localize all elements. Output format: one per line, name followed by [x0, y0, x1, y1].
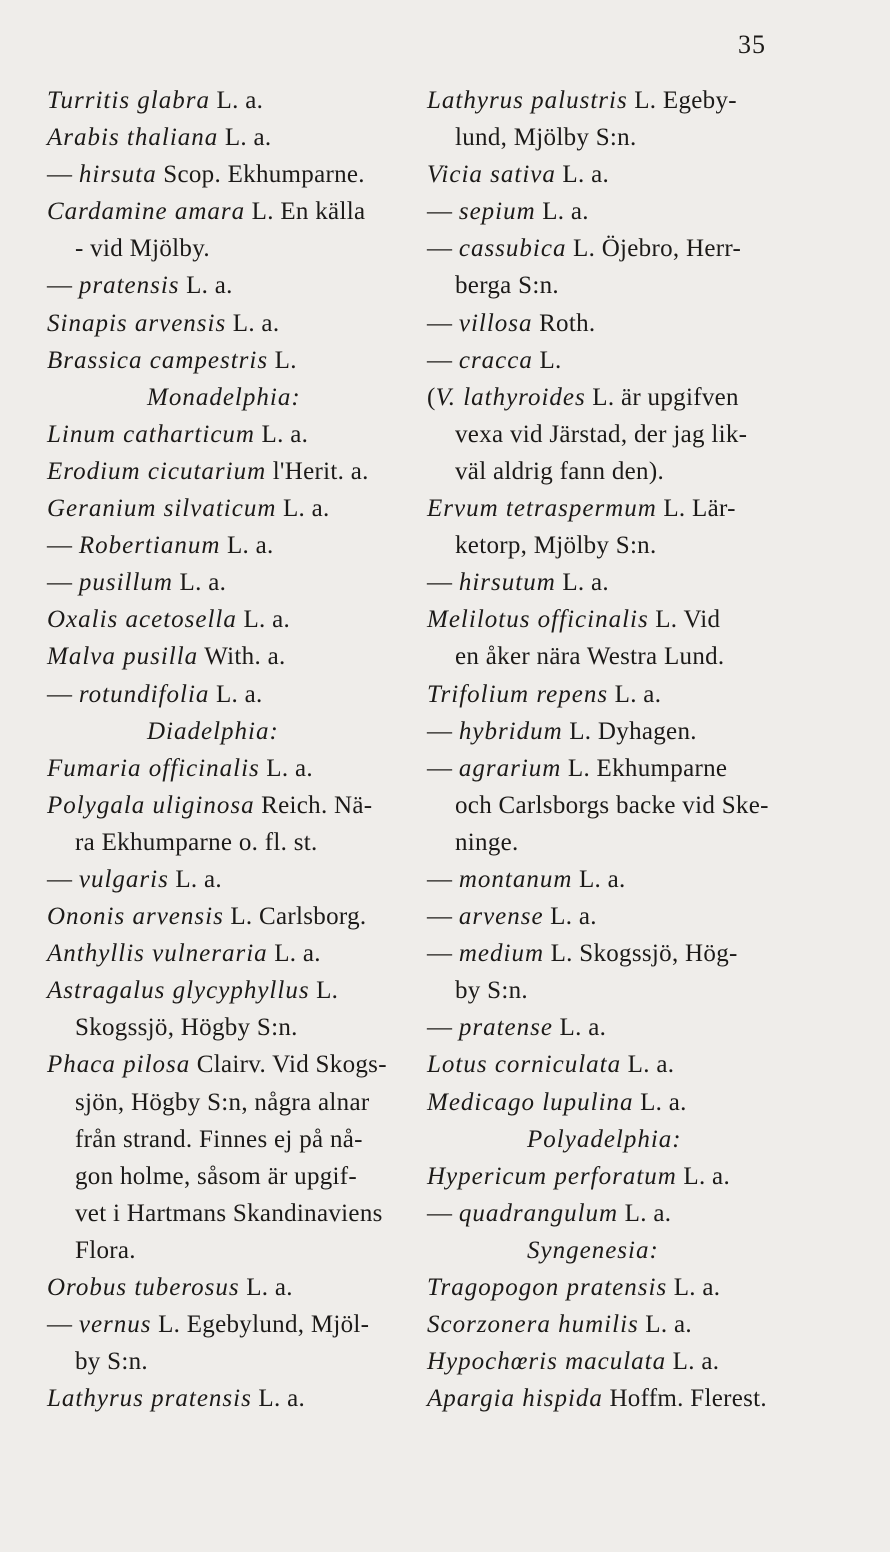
text-run: L. Egebylund, Mjöl- [151, 1311, 370, 1339]
text-line [47, 898, 417, 935]
text-line [47, 750, 417, 787]
species-name: pratensis [78, 272, 180, 300]
text-line [427, 1269, 817, 1306]
species-name: Fumaria officinalis [47, 754, 260, 782]
text-run: ninge. [455, 828, 519, 856]
species-name: cracca [458, 346, 533, 374]
text-run: — [427, 940, 459, 968]
text-run: ( [427, 383, 436, 411]
text-run: Hoffm. Flerest. [602, 1385, 767, 1413]
text-line [427, 564, 817, 601]
species-name: Robertianum [78, 532, 221, 560]
text-line [47, 416, 417, 453]
text-run: L. Ekhumparne [561, 754, 728, 782]
text-line [47, 1306, 417, 1343]
text-line [427, 935, 817, 972]
text-line [47, 638, 417, 675]
species-name: Tragopogon pratensis [427, 1274, 668, 1301]
text-run: — [47, 161, 79, 189]
text-line [427, 305, 817, 342]
text-run: L. Carlsborg. [223, 903, 367, 931]
text-run: vexa vid Järstad, der jag lik- [455, 420, 748, 448]
text-line [427, 1306, 817, 1343]
species-name: V. lathyroides [435, 383, 586, 411]
text-run: L. a. [209, 680, 263, 708]
text-run: L. Vid [648, 606, 721, 634]
text-line [47, 342, 417, 379]
text-line [427, 787, 817, 824]
text-line [47, 1084, 417, 1121]
text-line [427, 1195, 817, 1232]
text-run: L. a. [676, 1162, 730, 1190]
text-run: — [47, 569, 79, 597]
text-run: - vid Mjölby. [75, 235, 210, 263]
species-name: Hypericum perforatum [427, 1162, 677, 1190]
text-line [47, 119, 417, 156]
species-name: Ervum tetraspermum [427, 495, 657, 523]
species-name: Medicago lupulina [427, 1088, 634, 1116]
text-line [47, 1046, 417, 1083]
right-column [427, 82, 817, 1417]
text-line [427, 1232, 817, 1269]
species-name: Orobus tuberosus [47, 1274, 240, 1301]
text-run: Clairv. Vid Skogs- [190, 1051, 387, 1079]
text-run: L. a. [179, 272, 233, 300]
text-run: L. a. [555, 161, 610, 189]
text-run: L. [268, 346, 297, 374]
text-run: L. a. [621, 1051, 675, 1079]
species-name: Scorzonera humilis [427, 1311, 639, 1339]
text-run: berga S:n. [455, 272, 559, 300]
page-number: 35 [738, 30, 766, 59]
text-run: L. a. [168, 865, 222, 893]
text-line [427, 1009, 817, 1046]
text-line [47, 1380, 417, 1417]
text-run: — [427, 717, 459, 745]
text-line [47, 193, 417, 230]
text-run: L. är upgifven [585, 383, 739, 411]
text-line [427, 416, 817, 453]
text-run: L. Lär- [656, 495, 736, 523]
text-run: L. Egeby- [627, 87, 737, 114]
text-run: L. [532, 346, 562, 374]
text-run: Roth. [532, 309, 596, 337]
text-run: — [427, 198, 459, 226]
species-name: Vicia sativa [427, 161, 556, 189]
species-name: Diadelphia: [147, 717, 279, 745]
species-name: Brassica campestris [47, 346, 269, 374]
text-run: L. a. [618, 1199, 672, 1227]
species-name: Polyadelphia: [527, 1125, 682, 1153]
text-run: L. a. [218, 124, 272, 152]
text-line [47, 1343, 417, 1380]
text-line [427, 713, 817, 750]
text-run: Reich. Nä- [254, 791, 373, 819]
text-run: L. a. [172, 569, 227, 597]
text-line [427, 1121, 817, 1158]
text-line [427, 119, 817, 156]
text-run: från strand. Finnes ej på nå- [75, 1125, 363, 1153]
species-name: Syngenesia: [527, 1236, 659, 1264]
text-line [47, 601, 417, 638]
text-line [427, 379, 817, 416]
text-run: L. a. [267, 940, 321, 968]
text-run: L. Öjebro, Herr- [566, 235, 742, 263]
text-run: by S:n. [75, 1348, 148, 1376]
text-run: — [427, 903, 459, 931]
species-name: Trifolium repens [427, 680, 609, 708]
text-line [47, 82, 417, 119]
text-line [47, 1121, 417, 1158]
text-line [47, 1269, 417, 1306]
text-run: L. a. [543, 903, 597, 931]
text-line [47, 713, 417, 750]
species-name: cassubica [458, 235, 567, 263]
text-line [47, 453, 417, 490]
species-name: medium [458, 940, 545, 968]
text-line [47, 1195, 417, 1232]
species-name: quadrangulum [458, 1199, 619, 1227]
text-run: — [427, 346, 459, 374]
text-line [427, 824, 817, 861]
species-name: vulgaris [78, 865, 169, 893]
text-line [47, 527, 417, 564]
text-line [427, 453, 817, 490]
text-line [427, 898, 817, 935]
text-run: — [427, 309, 459, 337]
text-line [47, 861, 417, 898]
text-run: L. a. [220, 532, 274, 560]
text-line [427, 267, 817, 304]
species-name: pusillum [78, 569, 173, 597]
text-run: — [47, 532, 79, 560]
text-run: sjön, Högby S:n, några alnar [75, 1088, 370, 1116]
species-name: sepium [458, 198, 536, 226]
species-name: Geranium silvaticum [47, 495, 277, 523]
text-run: L. a. [251, 1385, 306, 1413]
text-line [427, 1046, 817, 1083]
species-name: Oxalis acetosella [47, 606, 237, 634]
text-run: Flora. [75, 1236, 136, 1264]
text-run: — [47, 272, 79, 300]
text-run: — [427, 754, 459, 782]
text-run: L. a. [254, 420, 309, 448]
species-name: Apargia hispida [427, 1385, 603, 1413]
text-line [427, 972, 817, 1009]
text-line [427, 601, 817, 638]
species-name: montanum [458, 865, 573, 893]
species-name: hirsuta [78, 161, 157, 189]
text-run: L. [309, 977, 339, 1005]
text-run: Scop. Ekhumparne. [156, 161, 365, 189]
species-name: Lathyrus palustris [427, 87, 628, 114]
text-line [47, 1158, 417, 1195]
text-run: vet i Hartmans Skandinaviens [75, 1199, 383, 1227]
species-name: Lathyrus pratensis [47, 1385, 252, 1413]
species-name: pratense [458, 1014, 553, 1042]
text-line [427, 230, 817, 267]
text-run: L. Dyhagen. [562, 717, 697, 745]
text-run: lund, Mjölby S:n. [455, 124, 637, 152]
text-line [47, 490, 417, 527]
species-name: Astragalus glycyphyllus [47, 977, 310, 1005]
text-run: L. a. [535, 198, 589, 226]
species-name: Hypochœris maculata [427, 1348, 667, 1376]
text-line [47, 824, 417, 861]
text-line [427, 1084, 817, 1121]
species-name: Malva pusilla [47, 643, 199, 671]
text-line [427, 82, 817, 119]
text-run: L. a. [236, 606, 291, 634]
text-run: L. a. [572, 865, 626, 893]
text-line [427, 1158, 817, 1195]
text-line [427, 527, 817, 564]
text-run: L. a. [239, 1274, 293, 1301]
species-name: Ononis arvensis [47, 903, 224, 931]
text-run: ra Ekhumparne o. fl. st. [75, 828, 318, 856]
text-line [47, 564, 417, 601]
text-run: Skogssjö, Högby S:n. [75, 1014, 298, 1042]
text-line [47, 1009, 417, 1046]
text-run: — [427, 235, 459, 263]
species-name: Monadelphia: [147, 383, 301, 411]
text-run: — [427, 1199, 459, 1227]
species-name: agrarium [458, 754, 562, 782]
text-run: L. a. [633, 1088, 687, 1116]
text-line [427, 156, 817, 193]
text-line [47, 230, 417, 267]
text-line [47, 267, 417, 304]
text-run: väl aldrig fann den). [455, 457, 664, 485]
text-line [47, 676, 417, 713]
text-run: L. a. [226, 309, 280, 337]
text-run: L. a. [276, 495, 330, 523]
species-name: Sinapis arvensis [47, 309, 227, 337]
text-run: With. a. [198, 643, 286, 671]
text-line [47, 972, 417, 1009]
text-run: — [427, 865, 459, 893]
text-line [47, 379, 417, 416]
species-name: Erodium cicutarium [47, 457, 267, 485]
species-name: Arabis thaliana [47, 124, 219, 152]
text-line [427, 750, 817, 787]
text-run: L. a. [638, 1311, 692, 1339]
text-run: L. a. [666, 1348, 720, 1376]
text-run: — [427, 569, 459, 597]
text-run: — [47, 865, 79, 893]
text-line [427, 1343, 817, 1380]
text-line [47, 156, 417, 193]
left-column [47, 82, 417, 1417]
text-line [427, 638, 817, 675]
text-line [47, 305, 417, 342]
text-line [47, 787, 417, 824]
text-run: L. a. [667, 1274, 721, 1301]
text-line [427, 342, 817, 379]
text-run: L. a. [209, 87, 264, 114]
text-run: — [427, 1014, 459, 1042]
text-run: ketorp, Mjölby S:n. [455, 532, 657, 560]
text-run: L. a. [555, 569, 609, 597]
species-name: rotundifolia [78, 680, 210, 708]
species-name: arvense [458, 903, 544, 931]
text-line [427, 676, 817, 713]
species-name: Melilotus officinalis [427, 606, 649, 634]
text-line [427, 861, 817, 898]
species-name: Polygala uliginosa [47, 791, 255, 819]
text-run: L. a. [608, 680, 662, 708]
species-name: villosa [458, 309, 533, 337]
species-name: Turritis glabra [47, 87, 210, 114]
species-name: hirsutum [458, 569, 556, 597]
species-name: Phaca pilosa [47, 1051, 191, 1079]
text-run: — [47, 680, 79, 708]
species-name: Lotus corniculata [427, 1051, 622, 1079]
text-run: och Carlsborgs backe vid Ske- [455, 791, 769, 819]
text-line [47, 935, 417, 972]
text-run: gon holme, såsom är upgif- [75, 1162, 358, 1190]
species-name: Anthyllis vulneraria [47, 940, 268, 968]
text-run: L. Skogssjö, Hög- [544, 940, 738, 968]
text-line [427, 490, 817, 527]
text-run: L. a. [552, 1014, 607, 1042]
text-run: l'Herit. a. [266, 457, 369, 485]
text-run: — [47, 1311, 79, 1339]
species-name: vernus [78, 1311, 152, 1339]
text-line [427, 193, 817, 230]
species-name: Linum catharticum [47, 420, 255, 448]
text-run: by S:n. [455, 977, 528, 1005]
text-run: en åker nära Westra Lund. [455, 643, 725, 671]
text-run: L. a. [259, 754, 313, 782]
text-line [47, 1232, 417, 1269]
text-line [427, 1380, 817, 1417]
species-name: hybridum [458, 717, 563, 745]
species-name: Cardamine amara [47, 198, 246, 226]
text-run: L. En källa [245, 198, 366, 226]
